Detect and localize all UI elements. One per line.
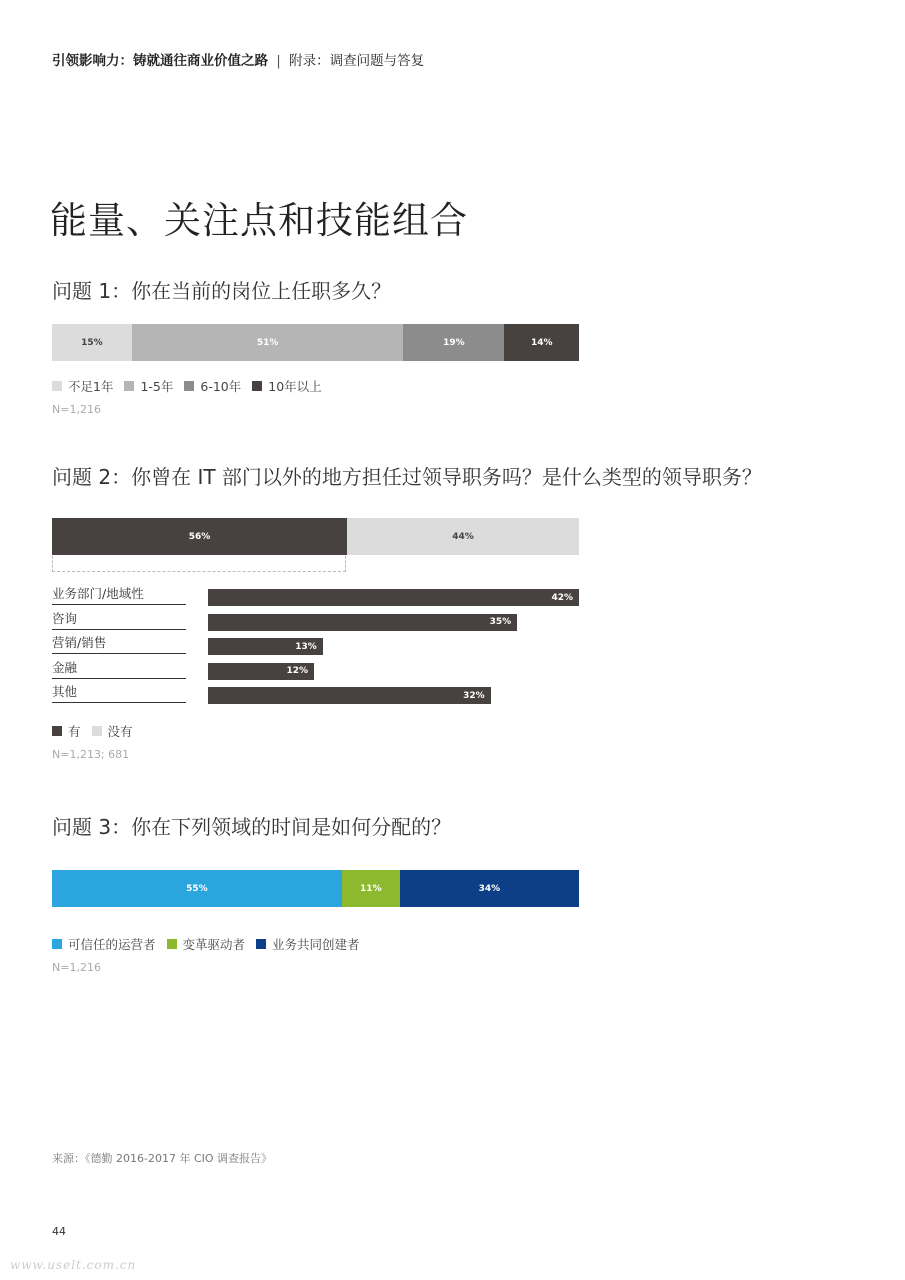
q1-stacked-bar xyxy=(52,324,579,361)
legend-item xyxy=(52,722,81,740)
breakdown-bar: 42% xyxy=(208,589,579,606)
legend-item xyxy=(92,722,133,740)
legend-item xyxy=(52,377,113,395)
q3-stacked-bar xyxy=(52,870,579,907)
legend-swatch xyxy=(256,939,266,949)
running-header xyxy=(52,49,424,69)
legend-item xyxy=(184,377,241,395)
legend-swatch xyxy=(92,726,102,736)
bar-segment: 19% xyxy=(403,324,504,361)
bar-segment: 51% xyxy=(132,324,403,361)
breakdown-category-label: 咨询 xyxy=(52,610,186,630)
breakdown-bar: 32% xyxy=(208,687,491,704)
q3-legend xyxy=(52,935,371,953)
bar-segment: 14% xyxy=(504,324,579,361)
bar-segment: 44% xyxy=(347,518,579,555)
q1-legend xyxy=(52,377,333,395)
q1-sample-size: N=1,216 xyxy=(52,403,101,416)
legend-label: 变革驱动者 xyxy=(182,937,246,952)
bar-segment: 55% xyxy=(52,870,342,907)
legend-swatch xyxy=(52,726,62,736)
legend-swatch xyxy=(252,381,262,391)
watermark: www.uselt.com.cn xyxy=(10,1258,137,1272)
bar-segment: 11% xyxy=(342,870,400,907)
legend-label: 10年以上 xyxy=(268,379,322,394)
legend-label: 1-5年 xyxy=(140,379,174,394)
header-section: 附录：调查问题与答复 xyxy=(289,53,425,69)
legend-label: 不足1年 xyxy=(68,379,114,394)
q2-sample-size: N=1,213; 681 xyxy=(52,748,130,761)
question-1-title: 问题 1：你在当前的岗位上任职多久？ xyxy=(52,279,392,303)
legend-swatch xyxy=(52,939,62,949)
legend-swatch xyxy=(124,381,134,391)
legend-swatch xyxy=(184,381,194,391)
breakdown-category-label: 营销/销售 xyxy=(52,634,186,654)
legend-label: 可信任的运营者 xyxy=(68,937,156,952)
header-title: 引领影响力：铸就通往商业价值之路 xyxy=(52,53,268,69)
q2-legend xyxy=(52,722,144,740)
bar-segment: 34% xyxy=(400,870,579,907)
breakdown-category-label: 其他 xyxy=(52,683,186,703)
question-3-title: 问题 3：你在下列领域的时间是如何分配的？ xyxy=(52,815,452,839)
legend-label: 没有 xyxy=(107,724,133,739)
legend-label: 业务共同创建者 xyxy=(272,937,360,952)
breakdown-bar: 35% xyxy=(208,614,517,631)
breakdown-category-label: 金融 xyxy=(52,659,186,679)
legend-item xyxy=(167,935,246,953)
legend-item xyxy=(124,377,173,395)
legend-label: 6-10年 xyxy=(200,379,242,394)
legend-label: 有 xyxy=(68,724,81,739)
breakdown-category-label: 业务部门/地域性 xyxy=(52,585,186,605)
bar-segment: 56% xyxy=(52,518,347,555)
source-note: 来源：《德勤 2016-2017 年 CIO 调查报告》 xyxy=(52,1152,273,1165)
q2-breakdown-bracket xyxy=(52,556,346,572)
question-2-title: 问题 2：你曾在 IT 部门以外的地方担任过领导职务吗？是什么类型的领导职务？ xyxy=(52,465,762,489)
legend-swatch xyxy=(52,381,62,391)
legend-item xyxy=(52,935,156,953)
bar-segment: 15% xyxy=(52,324,132,361)
q3-sample-size: N=1,216 xyxy=(52,961,101,974)
page-number: 44 xyxy=(52,1225,66,1238)
breakdown-bar: 13% xyxy=(208,638,323,655)
breakdown-bar: 12% xyxy=(208,663,314,680)
legend-item xyxy=(256,935,360,953)
q2-stacked-bar xyxy=(52,518,579,555)
legend-item xyxy=(252,377,321,395)
header-separator: | xyxy=(276,53,281,69)
page-title: 能量、关注点和技能组合 xyxy=(50,199,468,242)
legend-swatch xyxy=(167,939,177,949)
